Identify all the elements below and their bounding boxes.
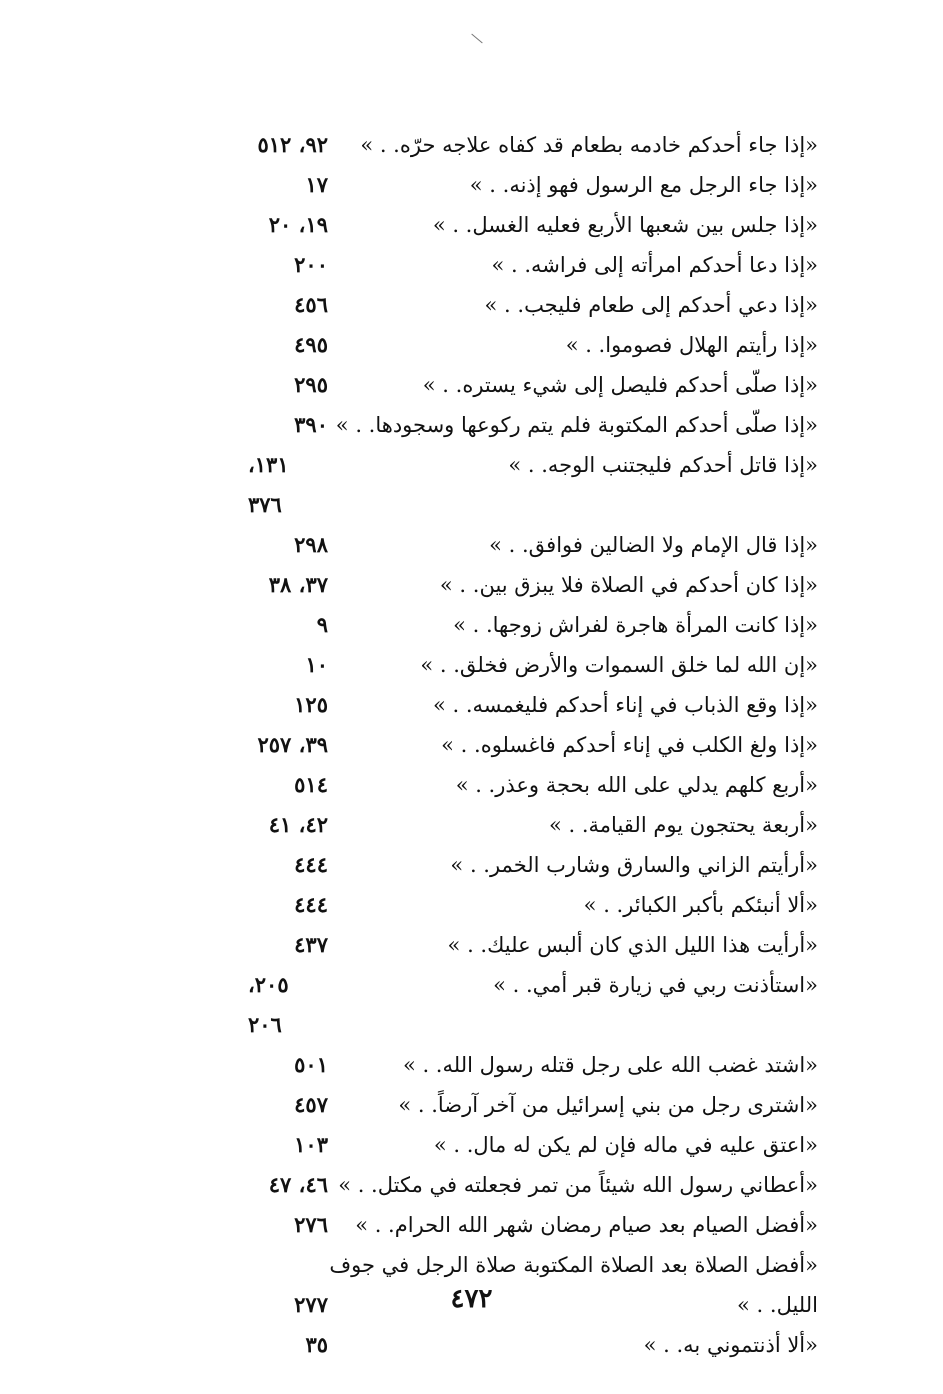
hadith-text: «أرأيت هذا الليل الذي كان ألبس عليك. . » [447,933,818,957]
page-references: ٤٩٥ [294,332,328,357]
index-entry [98,685,818,725]
index-entry [98,805,818,845]
index-entry [98,365,818,405]
hadith-index-list [98,125,818,1365]
hadith-text: «أفضل الصلاة بعد الصلاة المكتوبة صلاة الرجل في جوف الليل. . » [329,1253,818,1317]
hadith-text: «إذا قال الإمام ولا الضالين فوافق. . » [489,533,818,557]
page-references: ٤٢، ٤١ [268,812,328,837]
page-references: ٢٩٨ [294,532,328,557]
page-references: ٤٥٧ [294,1092,328,1117]
index-entry [98,645,818,685]
hadith-text: «أربعة يحتجون يوم القيامة. . » [549,813,818,837]
hadith-text: «إذا ولغ الكلب في إناء أحدكم فاغسلوه. . » [441,733,818,757]
page-references: ٣٩، ٢٥٧ [257,732,328,757]
hadith-text: «إذا جاء أحدكم خادمه بطعام قد كفاه علاجه حرّه. . » [360,133,818,157]
index-entry [98,725,818,765]
page-references: ١٧ [305,172,328,197]
hadith-text: «إذا كانت المرأة هاجرة لفراش زوجها. . » [453,613,818,637]
page-references: ١٣١، ٣٧٦ [248,452,289,517]
hadith-text: «إذا رأيتم الهلال فصوموا. . » [565,333,818,357]
scan-mark [471,34,482,44]
index-entry [98,1125,818,1165]
index-entry [98,1165,818,1205]
page-references: ٢٠٠ [294,252,328,277]
page-references: ٥٠١ [294,1052,328,1077]
hadith-text: «ألا أنبئكم بأكبر الكبائر. . » [583,893,818,917]
hadith-text: «إذا جلس بين شعبها الأربع فعليه الغسل. . » [432,213,818,237]
page-references: ٢٧٦ [294,1212,328,1237]
hadith-text: «إذا صلّى أحدكم فليصل إلى شيء يستره. . » [422,373,818,397]
hadith-text: «إذا دعا أحدكم امرأته إلى فراشه. . » [491,253,818,277]
hadith-text: «استأذنت ربي في زيارة قبر أمي. . » [493,973,818,997]
page-number: ٤٧٢ [450,1284,493,1314]
hadith-text: «اشتد غضب الله على رجل قتله رسول الله. . » [402,1053,818,1077]
index-entry [98,165,818,205]
index-entry [98,205,818,245]
index-entry [98,445,818,525]
index-entry [98,285,818,325]
index-entry [98,1325,818,1365]
hadith-text: «اشترى رجل من بني إسرائيل من آخر آرضاً. . » [398,1093,818,1117]
page-references: ١٠ [305,652,328,677]
hadith-text: «أربع كلهم يدلي على الله بحجة وعذر. . » [455,773,818,797]
hadith-text: «إذا دعي أحدكم إلى طعام فليجب. . » [484,293,818,317]
index-entry [98,1045,818,1085]
hadith-text: «ألا أذنتموني به. . » [643,1333,818,1357]
index-entry [98,405,818,445]
page-references: ٤٥٦ [294,292,328,317]
index-entry [98,765,818,805]
page-references: ٣٩٠ [294,412,328,437]
hadith-text: «اعتق عليه في ماله فإن لم يكن له مال. . » [433,1133,818,1157]
page-references: ٥١٤ [294,772,328,797]
page-references: ٣٥ [305,1332,328,1357]
index-entry [98,1205,818,1245]
index-entry [98,605,818,645]
page-references: ٤٣٧ [294,932,328,957]
page-references: ١٠٣ [294,1132,328,1157]
index-entry [98,965,818,1045]
hadith-text: «إذا قاتل أحدكم فليجتنب الوجه. . » [508,453,818,477]
hadith-text: «إذا كان أحدكم في الصلاة فلا يبزق بين. . » [439,573,818,597]
index-entry [98,125,818,165]
page-references: ٢٠٥، ٢٠٦ [248,972,289,1037]
hadith-text: «إذا صلّى أحدكم المكتوبة فلم يتم ركوعها وسجودها. . » [335,413,818,437]
hadith-text: «إن الله لما خلق السموات والأرض فخلق. . » [420,653,818,677]
hadith-text: «أعطاني رسول الله شيئاً من تمر فجعلته في مكتل. . » [338,1173,818,1197]
index-entry [98,1085,818,1125]
page-references: ١٩، ٢٠ [268,212,328,237]
page-references: ٤٤٤ [294,892,328,917]
page-references: ٣٧، ٣٨ [268,572,328,597]
hadith-text: «أرأيتم الزاني والسارق وشارب الخمر. . » [450,853,818,877]
page-references: ٤٦، ٤٧ [268,1172,328,1197]
hadith-text: «أفضل الصيام بعد صيام رمضان شهر الله الحرام. . » [355,1213,818,1237]
page-references: ١٢٥ [294,692,328,717]
page-references: ٤٤٤ [294,852,328,877]
hadith-text: «إذا جاء الرجل مع الرسول فهو إذنه. . » [469,173,818,197]
page-references: ٩٢، ٥١٢ [257,132,328,157]
index-entry [98,525,818,565]
index-entry [98,925,818,965]
page-references: ٩ [316,612,328,637]
page-references: ٢٩٥ [294,372,328,397]
index-entry [98,245,818,285]
index-entry [98,885,818,925]
index-entry [98,845,818,885]
index-entry [98,565,818,605]
page-references: ٢٧٧ [294,1292,328,1317]
index-entry [98,325,818,365]
hadith-text: «إذا وقع الذباب في إناء أحدكم فليغمسه. . » [433,693,818,717]
